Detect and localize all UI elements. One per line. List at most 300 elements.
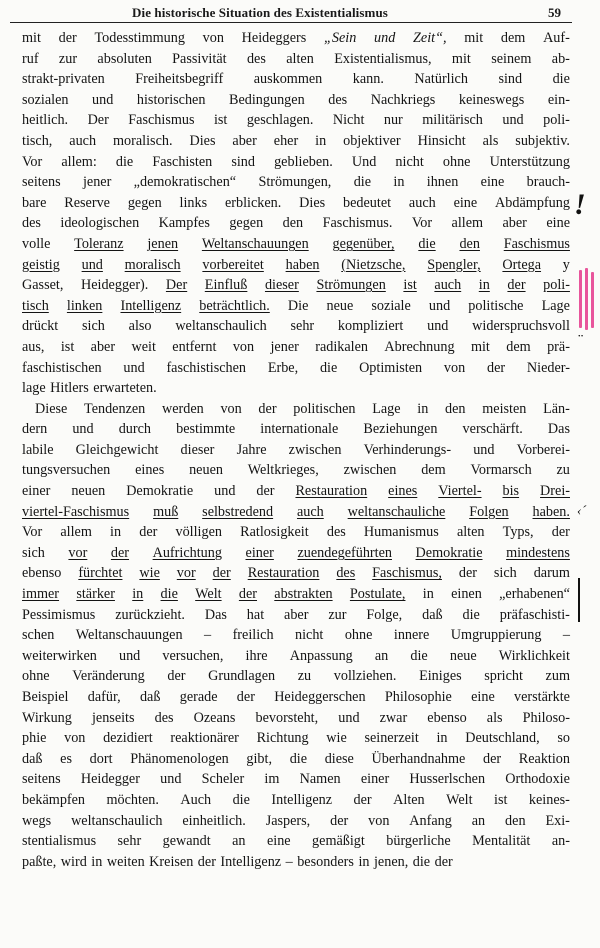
word: sind [498, 71, 523, 88]
word: soziale [371, 297, 411, 314]
text-line [22, 110, 570, 131]
word: Dies [189, 132, 216, 149]
word: an [232, 833, 246, 850]
word: seinerzeit [364, 730, 419, 747]
word: die [289, 750, 308, 767]
text-line [22, 584, 570, 605]
text-line [22, 852, 570, 873]
word: beträchtlich. [199, 297, 270, 314]
word: ruf [22, 50, 39, 67]
word: und [118, 647, 141, 664]
word: Wirklichkeit [498, 647, 570, 664]
word: Auf- [543, 30, 570, 46]
word: im [264, 771, 280, 788]
word: Das [547, 421, 570, 438]
word: nur [383, 112, 403, 129]
word: Demokratie [415, 544, 483, 561]
word: sich [493, 565, 517, 582]
word: geblieben. [274, 153, 333, 170]
word: sich [82, 318, 105, 335]
word: Vorberei- [516, 441, 570, 458]
word: „demokratischen“ [133, 174, 237, 191]
word: Nicht [332, 112, 365, 129]
word: Nachkriegs [370, 91, 436, 108]
word: des [154, 709, 174, 726]
word: jenen, [373, 853, 409, 870]
word: dafür, [87, 689, 121, 705]
word: (Nietzsche, [341, 256, 406, 273]
word: erwarteten. [93, 380, 157, 397]
word: tisch [22, 297, 49, 314]
word: weiterwirken [22, 647, 97, 664]
word: geistig [22, 256, 60, 273]
word: der [458, 565, 477, 582]
margin-highlight-stroke [579, 270, 582, 328]
text-line [22, 728, 570, 749]
word: Erbe, [267, 359, 299, 376]
word: präfaschisti- [499, 606, 570, 623]
text-line [22, 522, 570, 543]
word: Heidegger [80, 771, 140, 788]
word: gegen [229, 215, 264, 232]
word: radikalen [315, 338, 369, 355]
word: Humanismus [363, 524, 439, 541]
word: aber [502, 215, 527, 232]
word: linken [66, 297, 103, 314]
word: subjektiv. [515, 132, 570, 149]
word: Strömungen [316, 277, 386, 294]
word: Freiheitsbegriff [135, 71, 224, 88]
word: Vormarsch [470, 462, 532, 479]
word: der [353, 791, 372, 808]
word: lage [22, 380, 46, 397]
word: verschärft. [462, 421, 523, 438]
word: möchten. [106, 791, 159, 808]
word: eine [480, 174, 505, 191]
word: in [315, 132, 327, 149]
word: seitens [22, 771, 61, 788]
word: in [393, 174, 405, 191]
word: der [486, 359, 506, 376]
word: politischen [293, 400, 356, 417]
word: zuendegeführten [297, 544, 392, 561]
word: labile [22, 441, 54, 458]
word: eines [135, 462, 165, 479]
word: dern [22, 421, 48, 438]
word: ist [494, 791, 508, 808]
word: der [236, 689, 255, 705]
word: Scheler [201, 771, 245, 788]
word: tisch, [22, 132, 53, 149]
word: Namen [299, 771, 341, 788]
word: und [214, 483, 236, 500]
word: auch [69, 132, 97, 149]
word: zwischen [288, 441, 342, 458]
word: eines [388, 483, 418, 500]
word: gerade [179, 689, 218, 705]
text-line [22, 131, 570, 152]
word: bare [22, 194, 47, 211]
word: Län- [543, 400, 570, 417]
word: Vor [22, 153, 43, 170]
word: Weltanschauungen [75, 627, 183, 644]
text-line [22, 69, 570, 90]
word: volle [22, 235, 51, 252]
text-line [22, 358, 570, 379]
word: die [552, 71, 570, 88]
word: der [482, 750, 502, 767]
word: Diese [35, 400, 68, 417]
text-line [22, 316, 570, 337]
word: jenen [147, 235, 179, 252]
word: eine [266, 833, 291, 850]
word: Hinsicht [417, 132, 466, 149]
word: durch [118, 421, 151, 438]
word: Drei- [540, 483, 570, 500]
word: moralisch. [113, 132, 173, 149]
word: bis [502, 483, 520, 500]
word: neuen [189, 462, 223, 479]
word: weltanschaulich [71, 812, 163, 829]
word: zwischen [343, 462, 397, 479]
word: Ratlosigkeit [240, 524, 309, 541]
word: die [462, 606, 480, 623]
word: Philosophie [384, 689, 452, 705]
word: Alten [393, 791, 425, 808]
text-line [22, 625, 570, 646]
word: Orthodoxie [505, 771, 570, 788]
word: also [128, 318, 152, 335]
word: Tendenzen [84, 400, 146, 417]
word: Folge, [366, 606, 403, 623]
word: Faschismus, [372, 565, 442, 582]
word: neue [326, 297, 354, 314]
text-line [22, 502, 570, 523]
word: jener [82, 174, 112, 191]
word: in [91, 853, 103, 870]
word: schen [22, 627, 55, 644]
word: keineswegs [458, 91, 525, 108]
word: der [507, 277, 526, 294]
page-number: 59 [548, 5, 561, 20]
word: Typs, [502, 524, 534, 541]
word: poli- [543, 277, 570, 294]
word: der [256, 483, 275, 500]
word: Unterstützung [489, 153, 570, 170]
word: zurückzieht. [115, 606, 185, 623]
word: tungsversuchen [22, 462, 111, 479]
text-line [22, 255, 570, 276]
word: der [258, 400, 277, 417]
word: den [282, 215, 304, 232]
word: von [202, 30, 224, 46]
margin-exclamation-mark: ! [574, 188, 586, 221]
word: verstärkte [514, 689, 570, 705]
word: des [336, 565, 356, 582]
word: ist [60, 338, 75, 355]
word: und [81, 256, 103, 273]
word: Faschismus [503, 235, 570, 252]
word: Und [351, 153, 377, 170]
word: jener [270, 338, 299, 355]
word: geschlagen. [246, 112, 314, 129]
text-line [22, 172, 570, 193]
word: vorbereitet [202, 256, 264, 273]
text-line [22, 460, 570, 481]
word: aber [90, 338, 116, 355]
word: Heideggers [241, 30, 307, 46]
word: weiten [106, 853, 145, 870]
word: muß [153, 503, 179, 520]
word: Vor [411, 215, 433, 232]
word: der [197, 853, 216, 870]
word: der [110, 544, 130, 561]
word: Der [87, 112, 109, 129]
word: des [328, 91, 348, 108]
word: Intelligenz [271, 791, 333, 808]
word: zur [58, 50, 78, 67]
word: vor [68, 544, 88, 561]
word: ab- [551, 50, 570, 67]
word: sehr [117, 833, 142, 850]
word: Lage [541, 297, 570, 314]
word: und [92, 91, 114, 108]
word: wegs [22, 812, 52, 829]
word: bürgerliche [386, 833, 451, 850]
word: der [139, 524, 158, 541]
word: die [412, 853, 431, 870]
word: Wirkung [22, 709, 72, 726]
word: gegen [127, 194, 162, 211]
word: erblicken. [224, 194, 282, 211]
word: vollziehen. [333, 668, 397, 685]
word: Kampfes [158, 215, 210, 232]
word: Jaspers, [265, 812, 311, 829]
word: Faschismus. [322, 215, 393, 232]
word: strakt-privaten [22, 71, 105, 88]
text-line [22, 749, 570, 770]
word: dort [89, 750, 113, 767]
word: neue [449, 647, 477, 664]
word: von [64, 730, 86, 747]
word: Reserve [64, 194, 110, 211]
word: der [330, 812, 349, 829]
word: auch [296, 503, 324, 520]
word: mit [470, 338, 490, 355]
word: Pessimismus [22, 606, 96, 623]
word: Anfang [409, 812, 452, 829]
word: Lage [372, 400, 401, 417]
word: den [445, 400, 466, 417]
running-title: Die historische Situation des Existentialismus [132, 5, 388, 20]
word: haben [285, 256, 320, 273]
word: Überhandnahme [371, 750, 466, 767]
word: weit [131, 338, 156, 355]
word: allem [60, 524, 92, 541]
margin-tick-mark: ¨ [578, 332, 584, 349]
word: Verhinderungs- [363, 441, 452, 458]
word: alten [456, 524, 485, 541]
word: gibt, [246, 750, 273, 767]
word: Nieder- [526, 359, 570, 376]
word: ein- [547, 91, 570, 108]
word: ist [403, 277, 417, 294]
text-line [22, 666, 570, 687]
word: Toleranz [74, 235, 124, 252]
word: mit [22, 30, 41, 46]
word: Reaktion [518, 750, 570, 767]
word: Weltanschauungen [201, 235, 309, 252]
word: neuen [71, 483, 106, 500]
word: und [374, 30, 396, 46]
word: Welt [195, 586, 222, 603]
word: die [418, 235, 436, 252]
text-line [22, 440, 570, 461]
word: Exi- [545, 812, 570, 829]
word: ebenso [22, 565, 62, 582]
word: Jahre [236, 441, 267, 458]
word: werden [161, 400, 204, 417]
text-line [22, 378, 570, 399]
word: Existentialismus, [334, 50, 432, 67]
word: auskommen [253, 71, 323, 88]
word: paßte, [22, 853, 57, 870]
word: des [326, 524, 346, 541]
word: auch [408, 194, 436, 211]
word: nicht [295, 627, 324, 644]
word: und [160, 771, 182, 788]
word: in [478, 277, 490, 294]
word: der [212, 565, 231, 582]
word: selbstredend [202, 503, 274, 520]
word: daß [139, 689, 161, 705]
word: links [179, 194, 208, 211]
word: und [72, 421, 94, 438]
word: hat [246, 606, 265, 623]
word: kompliziert [337, 318, 404, 335]
text-line [22, 296, 570, 317]
word: als [486, 709, 503, 726]
word: weltanschaulich [175, 318, 267, 335]
word: versuchen, [162, 647, 224, 664]
word: reaktionärer [170, 730, 239, 747]
text-line [22, 605, 570, 626]
word: Gasset, [22, 277, 64, 294]
word: in [436, 730, 448, 747]
text-line [22, 687, 570, 708]
word: dem [500, 30, 526, 46]
word: diese [324, 750, 354, 767]
text-line [22, 419, 570, 440]
word: Deutschland, [465, 730, 540, 747]
text-line [22, 481, 570, 502]
word: ihnen [426, 174, 459, 191]
word: aber [284, 606, 309, 623]
word: faschistischen [22, 359, 102, 376]
word: Beziehungen [363, 421, 438, 438]
word: meisten [482, 400, 527, 417]
word: die [160, 586, 178, 603]
word: mit [464, 30, 484, 46]
word: Richtung [256, 730, 309, 747]
header-rule [10, 22, 572, 23]
word: einheitlich. [182, 812, 246, 829]
text-line [22, 399, 570, 420]
word: – [204, 627, 212, 644]
word: und [338, 709, 360, 726]
word: Demokratie [126, 483, 194, 500]
word: ohne [442, 153, 471, 170]
word: Optimisten [359, 359, 423, 376]
word: eine [471, 689, 495, 705]
word: drückt [22, 318, 59, 335]
word: so [557, 730, 570, 747]
word: aus, [22, 338, 45, 355]
text-line [22, 152, 570, 173]
word: und [427, 318, 449, 335]
word: Abdämpfung [495, 194, 570, 211]
word: zur [328, 606, 347, 623]
word: objektiver [343, 132, 401, 149]
word: Auch [180, 791, 212, 808]
word: heitlich. [22, 112, 69, 129]
word: politische [468, 297, 524, 314]
word: Intelligenz [120, 297, 182, 314]
word: in [417, 400, 429, 417]
word: von [443, 359, 466, 376]
word: Restauration [295, 483, 368, 500]
text-line [22, 708, 570, 729]
word: eine [546, 215, 570, 232]
word: Hitlers [50, 380, 89, 397]
word: völligen [175, 524, 222, 541]
word: allem: [61, 153, 97, 170]
word: von [232, 338, 255, 355]
word: an [471, 812, 486, 829]
word: seitens [22, 174, 61, 191]
word: die [410, 647, 428, 664]
word: dem [506, 338, 531, 355]
word: Kreisen [149, 853, 194, 870]
text-line [22, 646, 570, 667]
word: Intelligenz [220, 853, 282, 870]
word: auch [434, 277, 462, 294]
word: spricht [484, 668, 523, 685]
page-header [0, 0, 600, 22]
word: daß [22, 750, 43, 767]
word: Phänomenologen [130, 750, 229, 767]
word: phie [22, 730, 47, 747]
word: stärker [76, 586, 115, 603]
word: immer [22, 586, 60, 603]
text-line [22, 563, 570, 584]
word: Spengler, [427, 256, 481, 273]
word: in [422, 586, 434, 603]
word: jenseits [91, 709, 135, 726]
word: Aufrichtung [152, 544, 222, 561]
word: ist [213, 112, 228, 129]
word: Einfluß [204, 277, 248, 294]
word: abstrakten [274, 586, 333, 603]
word: in [110, 524, 122, 541]
word: eher [273, 132, 299, 149]
text-line [22, 831, 570, 852]
word: einer [22, 483, 51, 500]
body-text [22, 28, 570, 872]
word: ohne [22, 668, 50, 685]
text-line [22, 337, 570, 358]
word: Dies [299, 194, 326, 211]
